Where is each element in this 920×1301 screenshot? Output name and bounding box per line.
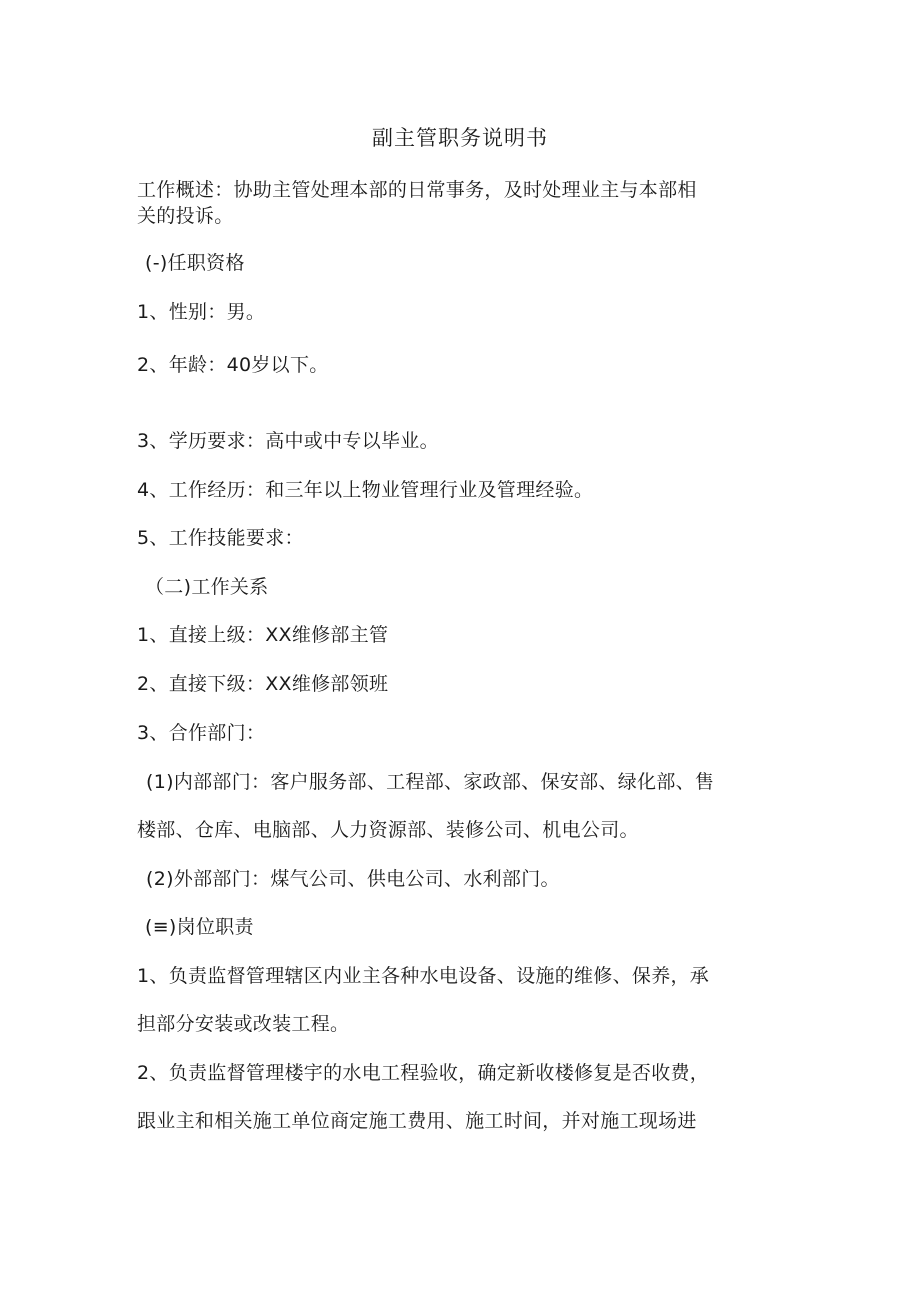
internal-departments-line-1: (1)内部部门：客户服务部、工程部、家政部、保安部、绿化部、售 [146, 771, 715, 793]
relation-item: 1、直接上级：XX维修部主管 [137, 624, 389, 646]
duty-item-2-line-1: 2、负责监督管理楼宇的水电工程验收，确定新收楼修复是否收费， [137, 1062, 710, 1084]
external-departments: (2)外部部门：煤气公司、供电公司、水利部门。 [146, 868, 560, 890]
section-heading-relations: （二)工作关系 [145, 576, 269, 598]
section-heading-qualifications: (-)任职资格 [145, 252, 245, 274]
section-heading-duties: (≡)岗位职责 [145, 916, 254, 938]
relation-item: 2、直接下级：XX维修部领班 [137, 673, 389, 695]
qualification-item: 4、工作经历：和三年以上物业管理行业及管理经验。 [137, 479, 594, 501]
relation-item: 3、合作部门： [137, 722, 266, 744]
duty-item-1-line-1: 1、负责监督管理辖区内业主各种水电设备、设施的维修、保养，承 [137, 965, 710, 987]
qualification-item: 3、学历要求：高中或中专以毕业。 [137, 430, 439, 452]
overview-line-1: 工作概述：协助主管处理本部的日常事务，及时处理业主与本部相 [137, 179, 697, 201]
overview-line-2: 关的投诉。 [137, 205, 234, 227]
document-title: 副主管职务说明书 [372, 126, 548, 150]
duty-item-1-line-2: 担部分安装或改装工程。 [137, 1013, 350, 1035]
qualification-item: 1、性别：男。 [137, 301, 266, 323]
qualification-item: 5、工作技能要求： [137, 527, 304, 549]
internal-departments-line-2: 楼部、仓库、电脑部、人力资源部、装修公司、机电公司。 [137, 819, 639, 841]
duty-item-2-line-2: 跟业主和相关施工单位商定施工费用、施工时间，并对施工现场进 [137, 1110, 697, 1132]
qualification-item: 2、年龄：40岁以下。 [137, 354, 329, 376]
